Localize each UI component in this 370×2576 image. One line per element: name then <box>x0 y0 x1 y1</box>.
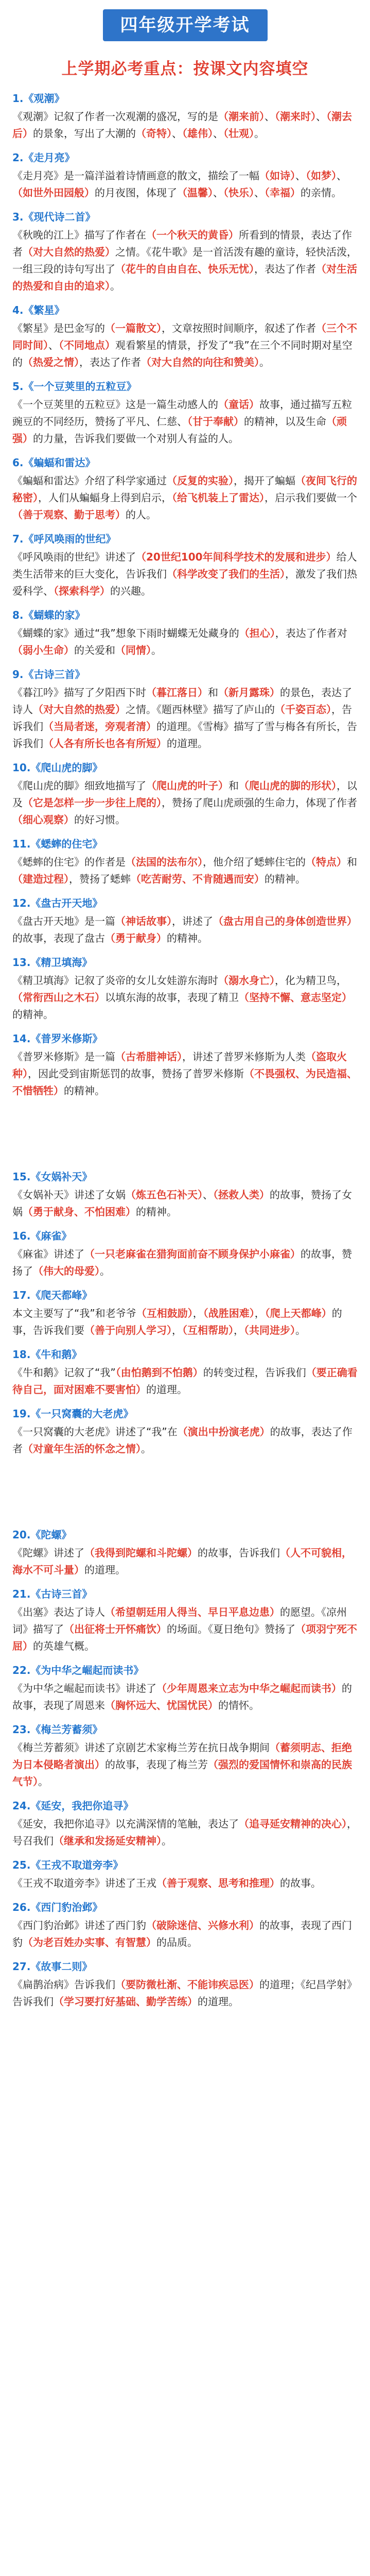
lesson-text: 的故事，表现了西门豹 <box>12 1919 352 1948</box>
lesson-text: ，他介绍了蟋蟀住宅的 <box>203 856 306 868</box>
lesson-text: 《西门豹治邺》讲述了西门豹 <box>12 1919 146 1931</box>
lesson-item <box>12 302 358 371</box>
lesson-text: 的亲情。 <box>301 187 342 199</box>
lesson-title: 24.《延安，我把你追寻》 <box>12 1800 134 1812</box>
lesson-body <box>12 1875 358 1892</box>
lesson-text: 、 <box>295 170 306 182</box>
lesson-text: 《女娲补天》讲述了女娲 <box>12 1189 126 1201</box>
lesson-text: ，告诉我们 <box>12 703 352 733</box>
lesson-text: 的故事，赞扬了 <box>12 1248 352 1277</box>
lesson-body <box>12 684 358 752</box>
answer-fill: （顽强） <box>12 415 347 445</box>
lesson-title: 4.《繁星》 <box>12 304 65 316</box>
lesson-item <box>12 1527 358 1579</box>
lesson-item <box>12 759 358 828</box>
lesson-text: 《爬山虎的脚》细致地描写了 <box>12 779 146 792</box>
page-title: 四年级开学考试 <box>103 9 268 41</box>
answer-fill: （对大自然的热爱） <box>33 703 126 716</box>
lesson-text: ，激发了我们热爱科学、 <box>12 568 357 597</box>
lesson-item <box>12 209 358 295</box>
lesson-text: 、 <box>48 339 59 351</box>
lesson-text: 、 <box>265 110 275 123</box>
lesson-text: 的景色，表达了诗人 <box>12 686 352 716</box>
lesson-text: 的兴趣。 <box>110 585 151 597</box>
answer-fill: （温馨） <box>177 187 213 199</box>
lesson-item <box>12 1168 358 1221</box>
lesson-title: 9.《古诗三首》 <box>12 668 85 681</box>
lesson-text: 《延安，我把你追寻》以充满深情的笔触，表达了 <box>12 1818 239 1830</box>
lesson-item <box>12 90 358 142</box>
lesson-text: 的力量，告诉我们要做一个对别人有益的人。 <box>33 432 239 445</box>
lesson-item <box>12 1586 358 1655</box>
lesson-text: ，人们从蝙蝠身上得到启示， <box>38 492 172 504</box>
lesson-text: 《盘古开天地》是一篇 <box>12 915 115 927</box>
lesson-item <box>12 1958 358 2010</box>
lesson-text: 的故事，表达了作者 <box>12 1426 353 1455</box>
answer-fill: （弱小生命） <box>12 644 74 656</box>
lesson-list <box>12 90 358 2010</box>
lesson-text: 、 <box>203 1189 213 1201</box>
lesson-body <box>12 913 358 947</box>
lesson-text: 《普罗米修斯》是一篇 <box>12 1050 115 1063</box>
answer-fill: （盗取火种） <box>12 1050 347 1080</box>
lesson-title: 15.《女娲补天》 <box>12 1171 93 1183</box>
lesson-body <box>12 167 358 201</box>
lesson-body <box>12 1048 358 1099</box>
lesson-text: ，表达了作者 <box>79 356 141 368</box>
lesson-body <box>12 1739 358 1790</box>
lesson-title: 10.《爬山虎的脚》 <box>12 761 103 774</box>
lesson-text: 的道理。 <box>198 1995 239 2008</box>
lesson-title: 27.《故事二则》 <box>12 1960 93 1973</box>
lesson-title: 26.《西门豹治邺》 <box>12 1901 103 1913</box>
lesson-text: 《牛和鹅》记叙了“我” <box>12 1366 116 1379</box>
answer-fill: （人各有所长也各有所短） <box>43 737 167 750</box>
answer-fill: （暮江落日） <box>146 686 208 699</box>
answer-fill: （演出中扮演老虎） <box>177 1426 270 1438</box>
answer-fill: （对大自然的向往和赞美） <box>141 356 259 368</box>
answer-fill: （勇于献身、不怕困难） <box>23 1206 136 1218</box>
answer-fill: （热爱之情） <box>23 356 79 368</box>
answer-fill: （爬山虎的叶子） <box>146 779 228 792</box>
answer-fill: （千姿百态） <box>275 703 331 716</box>
answer-fill: （善于向别人学习） <box>84 1324 172 1336</box>
answer-fill: （当局者迷，旁观者清） <box>43 720 156 733</box>
answer-fill: （溺水身亡） <box>218 974 275 987</box>
lesson-text: ， <box>192 1307 203 1319</box>
lesson-body <box>12 972 358 1023</box>
lesson-text: ，化为精卫鸟， <box>275 974 347 987</box>
answer-fill: （追寻延安精神的决心） <box>239 1818 347 1830</box>
lesson-text: 。 <box>141 1443 151 1455</box>
answer-fill: （雄伟） <box>182 127 213 140</box>
lesson-text: 《走月亮》是一篇洋溢着诗情画意的散文，描绘了一幅 <box>12 170 259 182</box>
answer-fill: （要正确看待自己，面对困难不要害怕） <box>12 1366 358 1396</box>
answer-fill: （20世纪100年间科学技术的发展和进步） <box>136 551 337 563</box>
answer-fill: （对大自然的热爱） <box>23 246 115 258</box>
lesson-text: ，文章按照时间顺序，叙述了作者 <box>162 322 316 334</box>
lesson-body <box>12 1423 358 1458</box>
lesson-text: 。 <box>100 1265 110 1277</box>
lesson-text: 观看繁星的情景，抒发了“我”在三个不同时期对星空的 <box>12 339 353 368</box>
answer-fill: （盘古用自己的身体创造世界） <box>213 915 357 927</box>
answer-fill: （项羽宁死不屈） <box>12 1623 357 1652</box>
lesson-text: 《王戎不取道旁李》讲述了王戎 <box>12 1877 156 1889</box>
lesson-item <box>12 1346 358 1398</box>
answer-fill: （学习要打好基础、勤学苦练） <box>54 1995 198 2008</box>
answer-fill: （潮来前） <box>218 110 265 123</box>
lesson-item <box>12 607 358 659</box>
answer-fill: （如诗） <box>259 170 295 182</box>
answer-fill: （拯救人类） <box>213 1189 270 1201</box>
lesson-item <box>12 378 358 447</box>
lesson-text: 《秋晚的江上》描写了作者在 <box>12 229 146 241</box>
lesson-text: 《观潮》记叙了作者一次观潮的盛况，写的是 <box>12 110 218 123</box>
lesson-title: 17.《爬天都峰》 <box>12 1289 93 1301</box>
answer-fill: （吃苦耐劳、不肯随遇而安） <box>131 873 265 885</box>
answer-fill: （常衔西山之木石） <box>12 991 105 1004</box>
lesson-text: 。 <box>254 127 265 140</box>
answer-fill: （善于观察、思考和推理） <box>156 1877 280 1889</box>
lesson-title: 22.《为中华之崛起而读书》 <box>12 1664 144 1676</box>
lesson-body <box>12 320 358 371</box>
lesson-body <box>12 549 358 600</box>
lesson-text: 的关爱和 <box>74 644 115 656</box>
lesson-text: 《陀螺》讲述了 <box>12 1547 84 1559</box>
answer-fill: （潮来时） <box>275 110 316 123</box>
answer-fill: （要防微杜渐、不能讳疾忌医） <box>115 1978 259 1991</box>
lesson-text: 的道理；《纪昌学射》告诉我们 <box>12 1978 357 2008</box>
lesson-title: 14.《普罗米修斯》 <box>12 1032 103 1045</box>
answer-fill: （共同进步） <box>244 1324 295 1336</box>
answer-fill: （不畏强权、为民造福、不惜牺牲） <box>12 1067 357 1097</box>
lesson-item <box>12 1405 358 1458</box>
answer-fill: （善于观察、勤于思考） <box>12 509 126 521</box>
lesson-text: 的场面。《夏日绝句》赞扬了 <box>167 1623 295 1635</box>
answer-fill: （幸福） <box>265 187 301 199</box>
section-gap <box>12 1107 358 1168</box>
lesson-item <box>12 531 358 600</box>
lesson-title: 12.《盘古开天地》 <box>12 897 103 909</box>
answer-fill: （潮去后） <box>12 110 352 140</box>
lesson-title: 5.《一个豆荚里的五粒豆》 <box>12 380 137 393</box>
lesson-body <box>12 1604 358 1655</box>
lesson-item <box>12 1899 358 1951</box>
lesson-text: ， <box>254 1307 265 1319</box>
lesson-item <box>12 1721 358 1790</box>
answer-fill: （伟大的母爱） <box>33 1265 100 1277</box>
lesson-text: ，因此受到宙斯惩罚的故事，赞扬了普罗米修斯 <box>28 1067 244 1080</box>
answer-fill: （战胜困难） <box>203 1307 255 1319</box>
lesson-body <box>12 1364 358 1398</box>
lesson-body <box>12 1816 358 1850</box>
answer-fill: （为老百姓办实事、有智慧） <box>23 1936 156 1948</box>
answer-fill: （爬山虎的脚的形状） <box>239 779 337 792</box>
answer-fill: （古希腊神话） <box>115 1050 182 1063</box>
lesson-text: ，揭开了蝙蝠 <box>234 474 295 487</box>
lesson-text: 的转变过程，告诉我们 <box>203 1366 306 1379</box>
lesson-text: 的精神。 <box>167 932 208 944</box>
lesson-text: ，赞扬了爬山虎顽强的生命力，体现了作者 <box>162 796 357 809</box>
lesson-title: 19.《一只窝囊的大老虎》 <box>12 1408 134 1420</box>
lesson-text: 。 <box>295 1324 306 1336</box>
section-gap <box>12 1465 358 1527</box>
lesson-item <box>12 836 358 888</box>
lesson-body <box>12 1976 358 2010</box>
lesson-text: 、 <box>254 187 265 199</box>
lesson-text: 。 <box>151 644 162 656</box>
lesson-title: 11.《蟋蟀的住宅》 <box>12 838 103 850</box>
lesson-title: 20.《陀螺》 <box>12 1529 72 1541</box>
lesson-text: 故事，通过描写五粒豌豆的不同经历，赞扬了平凡、仁慈、 <box>12 398 352 428</box>
lesson-title: 7.《呼风唤雨的世纪》 <box>12 533 116 545</box>
answer-fill: （建造过程） <box>12 873 69 885</box>
lesson-text: 的故事，表现了盘古 <box>12 932 105 944</box>
answer-fill: （花牛的自由自在、快乐无忧） <box>115 263 254 275</box>
lesson-body <box>12 396 358 447</box>
lesson-text: 的故事，表现了梅兰芳 <box>105 1758 208 1771</box>
lesson-text: 《麻雀》讲述了 <box>12 1248 84 1260</box>
lesson-title: 1.《观潮》 <box>12 92 65 105</box>
lesson-text: 的月夜图，体现了 <box>95 187 177 199</box>
lesson-text: 的故事。 <box>280 1877 321 1889</box>
lesson-text: ，以及 <box>12 779 357 809</box>
lesson-text: 《蟋蟀的住宅》的作者是 <box>12 856 126 868</box>
lesson-body <box>12 625 358 659</box>
answer-fill: （一个秋天的黄昏） <box>146 229 239 241</box>
lesson-text: 、 <box>316 110 326 123</box>
answer-fill: （我得到陀螺和斗陀螺） <box>84 1547 198 1559</box>
answer-fill: （一篇散文） <box>105 322 162 334</box>
lesson-body <box>12 1246 358 1280</box>
answer-fill: （同情） <box>115 644 151 656</box>
lesson-item <box>12 1030 358 1099</box>
lesson-text: 的精神。 <box>136 1206 177 1218</box>
answer-fill: （夜间飞行的秘密） <box>12 474 357 504</box>
lesson-body <box>12 1545 358 1579</box>
lesson-item <box>12 454 358 523</box>
answer-fill: （蓄须明志、拒绝为日本侵略者演出） <box>12 1741 352 1771</box>
answer-fill: （如梦） <box>306 170 337 182</box>
lesson-body <box>12 108 358 142</box>
lesson-text: 的情怀。 <box>218 1699 259 1711</box>
lesson-body <box>12 1917 358 1951</box>
lesson-title: 3.《现代诗二首》 <box>12 211 96 223</box>
lesson-text: 之情。《花牛歌》是一首活泼有趣的童诗，轻快活泼，一组三段的诗句写出了 <box>12 246 357 275</box>
lesson-text: ，启示我们要做一个 <box>265 492 357 504</box>
lesson-text: 、 <box>213 187 223 199</box>
lesson-title: 13.《精卫填海》 <box>12 956 93 969</box>
lesson-text: 的道理。《雪梅》描写了雪与梅各有所长，告诉我们 <box>12 720 357 750</box>
lesson-text: 。 <box>110 280 120 292</box>
lesson-title: 16.《麻雀》 <box>12 1230 72 1242</box>
lesson-item <box>12 1287 358 1339</box>
lesson-text: ，表达了作者对 <box>275 627 347 639</box>
lesson-item <box>12 1798 358 1850</box>
lesson-text: 给人类生活带来的巨大变化，告诉我们 <box>12 551 357 580</box>
lesson-text: 的道理。 <box>146 1383 187 1396</box>
answer-fill: （对生活的热爱和自由的追求） <box>12 263 357 292</box>
lesson-item <box>12 1857 358 1892</box>
lesson-title: 25.《王戎不取道旁李》 <box>12 1859 124 1871</box>
lesson-text: ， <box>234 1324 244 1336</box>
lesson-text: ，赞扬了蟋蟀 <box>69 873 131 885</box>
lesson-text: 《暮江吟》描写了夕阳西下时 <box>12 686 146 699</box>
lesson-text: 的英雄气概。 <box>33 1640 95 1652</box>
lesson-text: 所看到的情景，表达了作者 <box>12 229 352 258</box>
lesson-title: 6.《蝙蝠和雷达》 <box>12 456 96 469</box>
answer-fill: （甘于奉献） <box>187 415 244 428</box>
answer-fill: （三个不同时间） <box>12 322 357 351</box>
lesson-text: 的精神。 <box>64 1084 105 1097</box>
lesson-text: 《蝙蝠和雷达》介绍了科学家通过 <box>12 474 167 487</box>
lesson-text: 《梅兰芳蓄须》讲述了京剧艺术家梅兰芳在抗日战争期间 <box>12 1741 270 1754</box>
answer-fill: （胸怀远大、忧国忧民） <box>105 1699 218 1711</box>
lesson-text: 《呼风唤雨的世纪》讲述了 <box>12 551 136 563</box>
lesson-body <box>12 854 358 888</box>
lesson-text: 《蝴蝶的家》通过“我”想象下雨时蝴蝶无处藏身的 <box>12 627 239 639</box>
answer-fill: （出征将士开怀痛饮） <box>64 1623 167 1635</box>
lesson-text: 的道理。 <box>84 1564 126 1576</box>
answer-fill: （法国的法布尔） <box>126 856 203 868</box>
answer-fill: （神话故事） <box>115 915 172 927</box>
lesson-item <box>12 666 358 752</box>
answer-fill: （细心观察） <box>12 814 74 826</box>
answer-fill: （勇于献身） <box>105 932 167 944</box>
lesson-item <box>12 1662 358 1714</box>
page <box>0 9 370 2010</box>
lesson-item <box>12 895 358 947</box>
answer-fill: （继承和发扬延安精神） <box>54 1835 162 1847</box>
answer-fill: （壮观） <box>223 127 254 140</box>
answer-fill: （探索科学） <box>54 585 110 597</box>
lesson-text: ，讲述了 <box>172 915 213 927</box>
answer-fill: （炼五色石补天） <box>126 1189 203 1201</box>
answer-fill: （如世外田园般） <box>12 187 95 199</box>
lesson-text: 的故事，赞扬了女娲 <box>12 1189 352 1218</box>
answer-fill: （快乐） <box>223 187 254 199</box>
answer-fill: （它是怎样一步一步往上爬的） <box>23 796 162 809</box>
lesson-text: 之情。《题西林壁》描写了庐山的 <box>126 703 275 716</box>
answer-fill: （由怕鹅到不怕鹅） <box>115 1366 203 1379</box>
lesson-text: 、 <box>213 127 223 140</box>
lesson-text: 的精神，以及生命 <box>244 415 326 428</box>
lesson-body <box>12 472 358 523</box>
lesson-text: 的精神。 <box>12 1008 54 1021</box>
lesson-text: 《繁星》是巴金写的 <box>12 322 105 334</box>
lesson-text: 、 <box>337 170 347 182</box>
answer-fill: （互相鼓励） <box>136 1307 193 1319</box>
lesson-text: 的人。 <box>126 509 156 521</box>
lesson-text: 《一个豆荚里的五粒豆》这是一篇生动感人的 <box>12 398 218 411</box>
lesson-text: 的故事，表现了周恩来 <box>12 1682 352 1711</box>
answer-fill: （科学改变了我们的生活） <box>167 568 285 580</box>
lesson-text: 。 <box>162 1835 172 1847</box>
answer-fill: （特点） <box>306 856 347 868</box>
lesson-text: 的好习惯。 <box>74 814 126 826</box>
answer-fill: （少年周恩来立志为中华之崛起而读书） <box>156 1682 342 1694</box>
lesson-text: 、 <box>172 127 182 140</box>
answer-fill: （强烈的爱国情怀和崇高的民族气节） <box>12 1758 352 1788</box>
answer-fill: （童话） <box>218 398 259 411</box>
answer-fill: （给飞机装上了雷达） <box>172 492 265 504</box>
lesson-text: 以填东海的故事，表现了精卫 <box>105 991 239 1004</box>
answer-fill: （对童年生活的怀念之情） <box>23 1443 141 1455</box>
lesson-title: 2.《走月亮》 <box>12 151 75 164</box>
lesson-text: 本文主要写了“我”和老爷爷 <box>12 1307 136 1319</box>
lesson-text: 《出塞》表达了诗人 <box>12 1606 105 1618</box>
lesson-text: 和 <box>208 686 218 699</box>
lesson-text: 的愿望。《凉州词》描写了 <box>12 1606 347 1635</box>
answer-fill: （爬上天都峰） <box>265 1307 332 1319</box>
lesson-text: 的故事，告诉我们 <box>198 1547 280 1559</box>
answer-fill: （希望朝廷用人得当、早日平息边患） <box>105 1606 280 1618</box>
answer-fill: （一只老麻雀在猎狗面前奋不顾身保护小麻雀） <box>84 1248 301 1260</box>
lesson-text: 《扁鹊治病》告诉我们 <box>12 1978 115 1991</box>
answer-fill: （担心） <box>239 627 275 639</box>
answer-fill: （破除迷信、兴修水利） <box>146 1919 259 1931</box>
lesson-text: 的精神。 <box>265 873 306 885</box>
answer-fill: （互相帮助） <box>182 1324 234 1336</box>
lesson-title: 8.《蝴蝶的家》 <box>12 609 85 621</box>
answer-fill: （奇特） <box>136 127 172 140</box>
lesson-text: 。 <box>259 356 270 368</box>
lesson-body <box>12 227 358 295</box>
lesson-text: ， <box>172 1324 182 1336</box>
answer-fill: （新月露珠） <box>218 686 280 699</box>
lesson-body <box>12 1187 358 1221</box>
lesson-item <box>12 149 358 201</box>
lesson-text: 的事，告诉我们要 <box>12 1307 342 1336</box>
answer-fill: （不同地点） <box>59 339 115 351</box>
lesson-text: 和 <box>347 856 357 868</box>
lesson-text: 的景象，写出了大潮的 <box>33 127 136 140</box>
page-subtitle: 上学期必考重点：按课文内容填空 <box>61 60 309 78</box>
lesson-text: 《为中华之崛起而读书》讲述了 <box>12 1682 156 1694</box>
lesson-title: 21.《古诗三首》 <box>12 1588 93 1600</box>
lesson-title: 18.《牛和鹅》 <box>12 1348 82 1361</box>
lesson-body <box>12 1680 358 1714</box>
lesson-text: ，号召我们 <box>12 1818 357 1847</box>
lesson-text: 《精卫填海》记叙了炎帝的女儿女娃游东海时 <box>12 974 218 987</box>
lesson-item <box>12 1228 358 1280</box>
lesson-text: 《一只窝囊的大老虎》讲述了“我”在 <box>12 1426 178 1438</box>
answer-fill: （反复的实验） <box>167 474 234 487</box>
lesson-text: 和 <box>228 779 239 792</box>
lesson-text: 的品质。 <box>156 1936 198 1948</box>
lesson-item <box>12 954 358 1023</box>
answer-fill: （人不可貌相，海水不可斗量） <box>12 1547 352 1576</box>
lesson-text: ，讲述了普罗米修斯为人类 <box>182 1050 306 1063</box>
lesson-text: 。 <box>38 1775 48 1788</box>
lesson-title: 23.《梅兰芳蓄须》 <box>12 1723 103 1736</box>
lesson-text: 的道理。 <box>167 737 208 750</box>
lesson-text: ，表达了作者 <box>254 263 316 275</box>
lesson-body <box>12 777 358 828</box>
answer-fill: （坚持不懈、意志坚定） <box>239 991 352 1004</box>
lesson-body <box>12 1305 358 1339</box>
